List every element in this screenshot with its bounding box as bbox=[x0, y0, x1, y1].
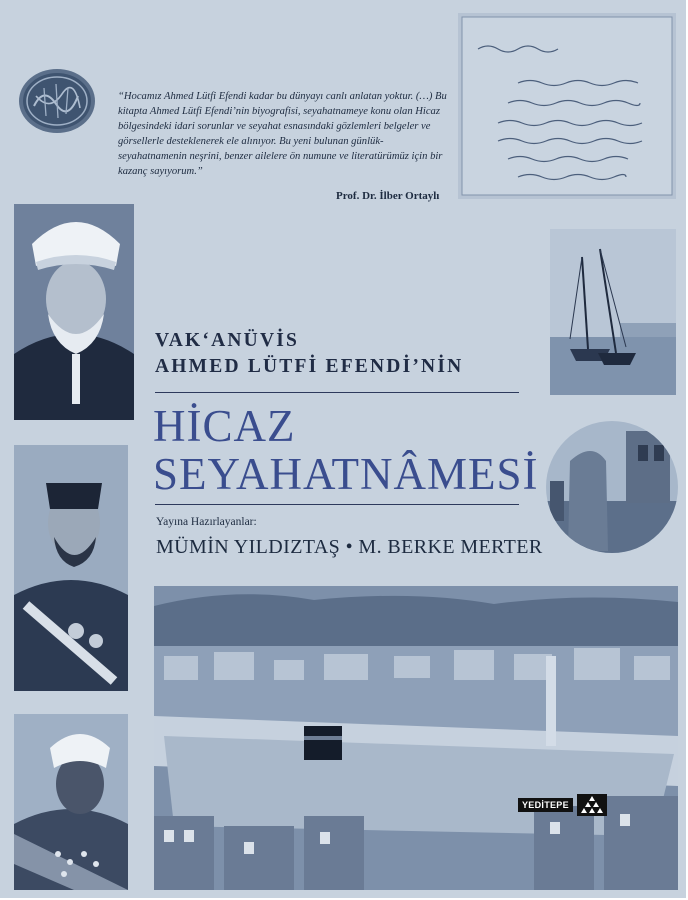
editors: MÜMİN YILDIZTAŞ • M. BERKE MERTER bbox=[156, 536, 543, 558]
harbor-image bbox=[550, 229, 676, 395]
prepared-by-label: Yayına Hazırlayanlar: bbox=[156, 516, 257, 528]
portrait-image-2 bbox=[14, 445, 128, 691]
cemetery-image bbox=[546, 421, 678, 553]
publisher-name: YEDİTEPE bbox=[518, 798, 573, 812]
quote-author: Prof. Dr. İlber Ortaylı bbox=[336, 190, 440, 202]
portrait-image-1 bbox=[14, 204, 134, 420]
author-line-1: VAK‘ANÜVİS bbox=[155, 330, 300, 351]
publisher-logo bbox=[518, 794, 607, 816]
quote-text: “Hocamız Ahmed Lütfi Efendi kadar bu dünyayı canlı anlatan yoktur. (…) Bu kitapta Ahmed Lütfi Efendi’nin biyografisi, seyahatnameye konu olan Hicaz bölgesindeki idari sorunlar ve seyahat esnasındaki gözlemleri belgeler ve görsellerle desteklenerek ele alınıyor. Bu yeni bulunan günlük-seyahatnamenin neşrini, benzer ailelere ön numune ve literatürümüz için bir kazanç sayıyorum.” bbox=[118, 91, 447, 177]
portrait-image-3 bbox=[14, 714, 128, 890]
triangle-logo-icon bbox=[577, 794, 607, 816]
author-line-2: AHMED LÜTFİ EFENDİ’NİN bbox=[155, 356, 464, 377]
mecca-panorama-image bbox=[154, 586, 678, 890]
seal-image bbox=[16, 66, 98, 136]
book-title-line-2: SEYAHATNÂMESİ bbox=[153, 449, 539, 499]
divider bbox=[155, 504, 519, 505]
book-title-line-1: HİCAZ bbox=[153, 401, 296, 451]
manuscript-image bbox=[458, 13, 676, 199]
divider bbox=[155, 392, 519, 393]
